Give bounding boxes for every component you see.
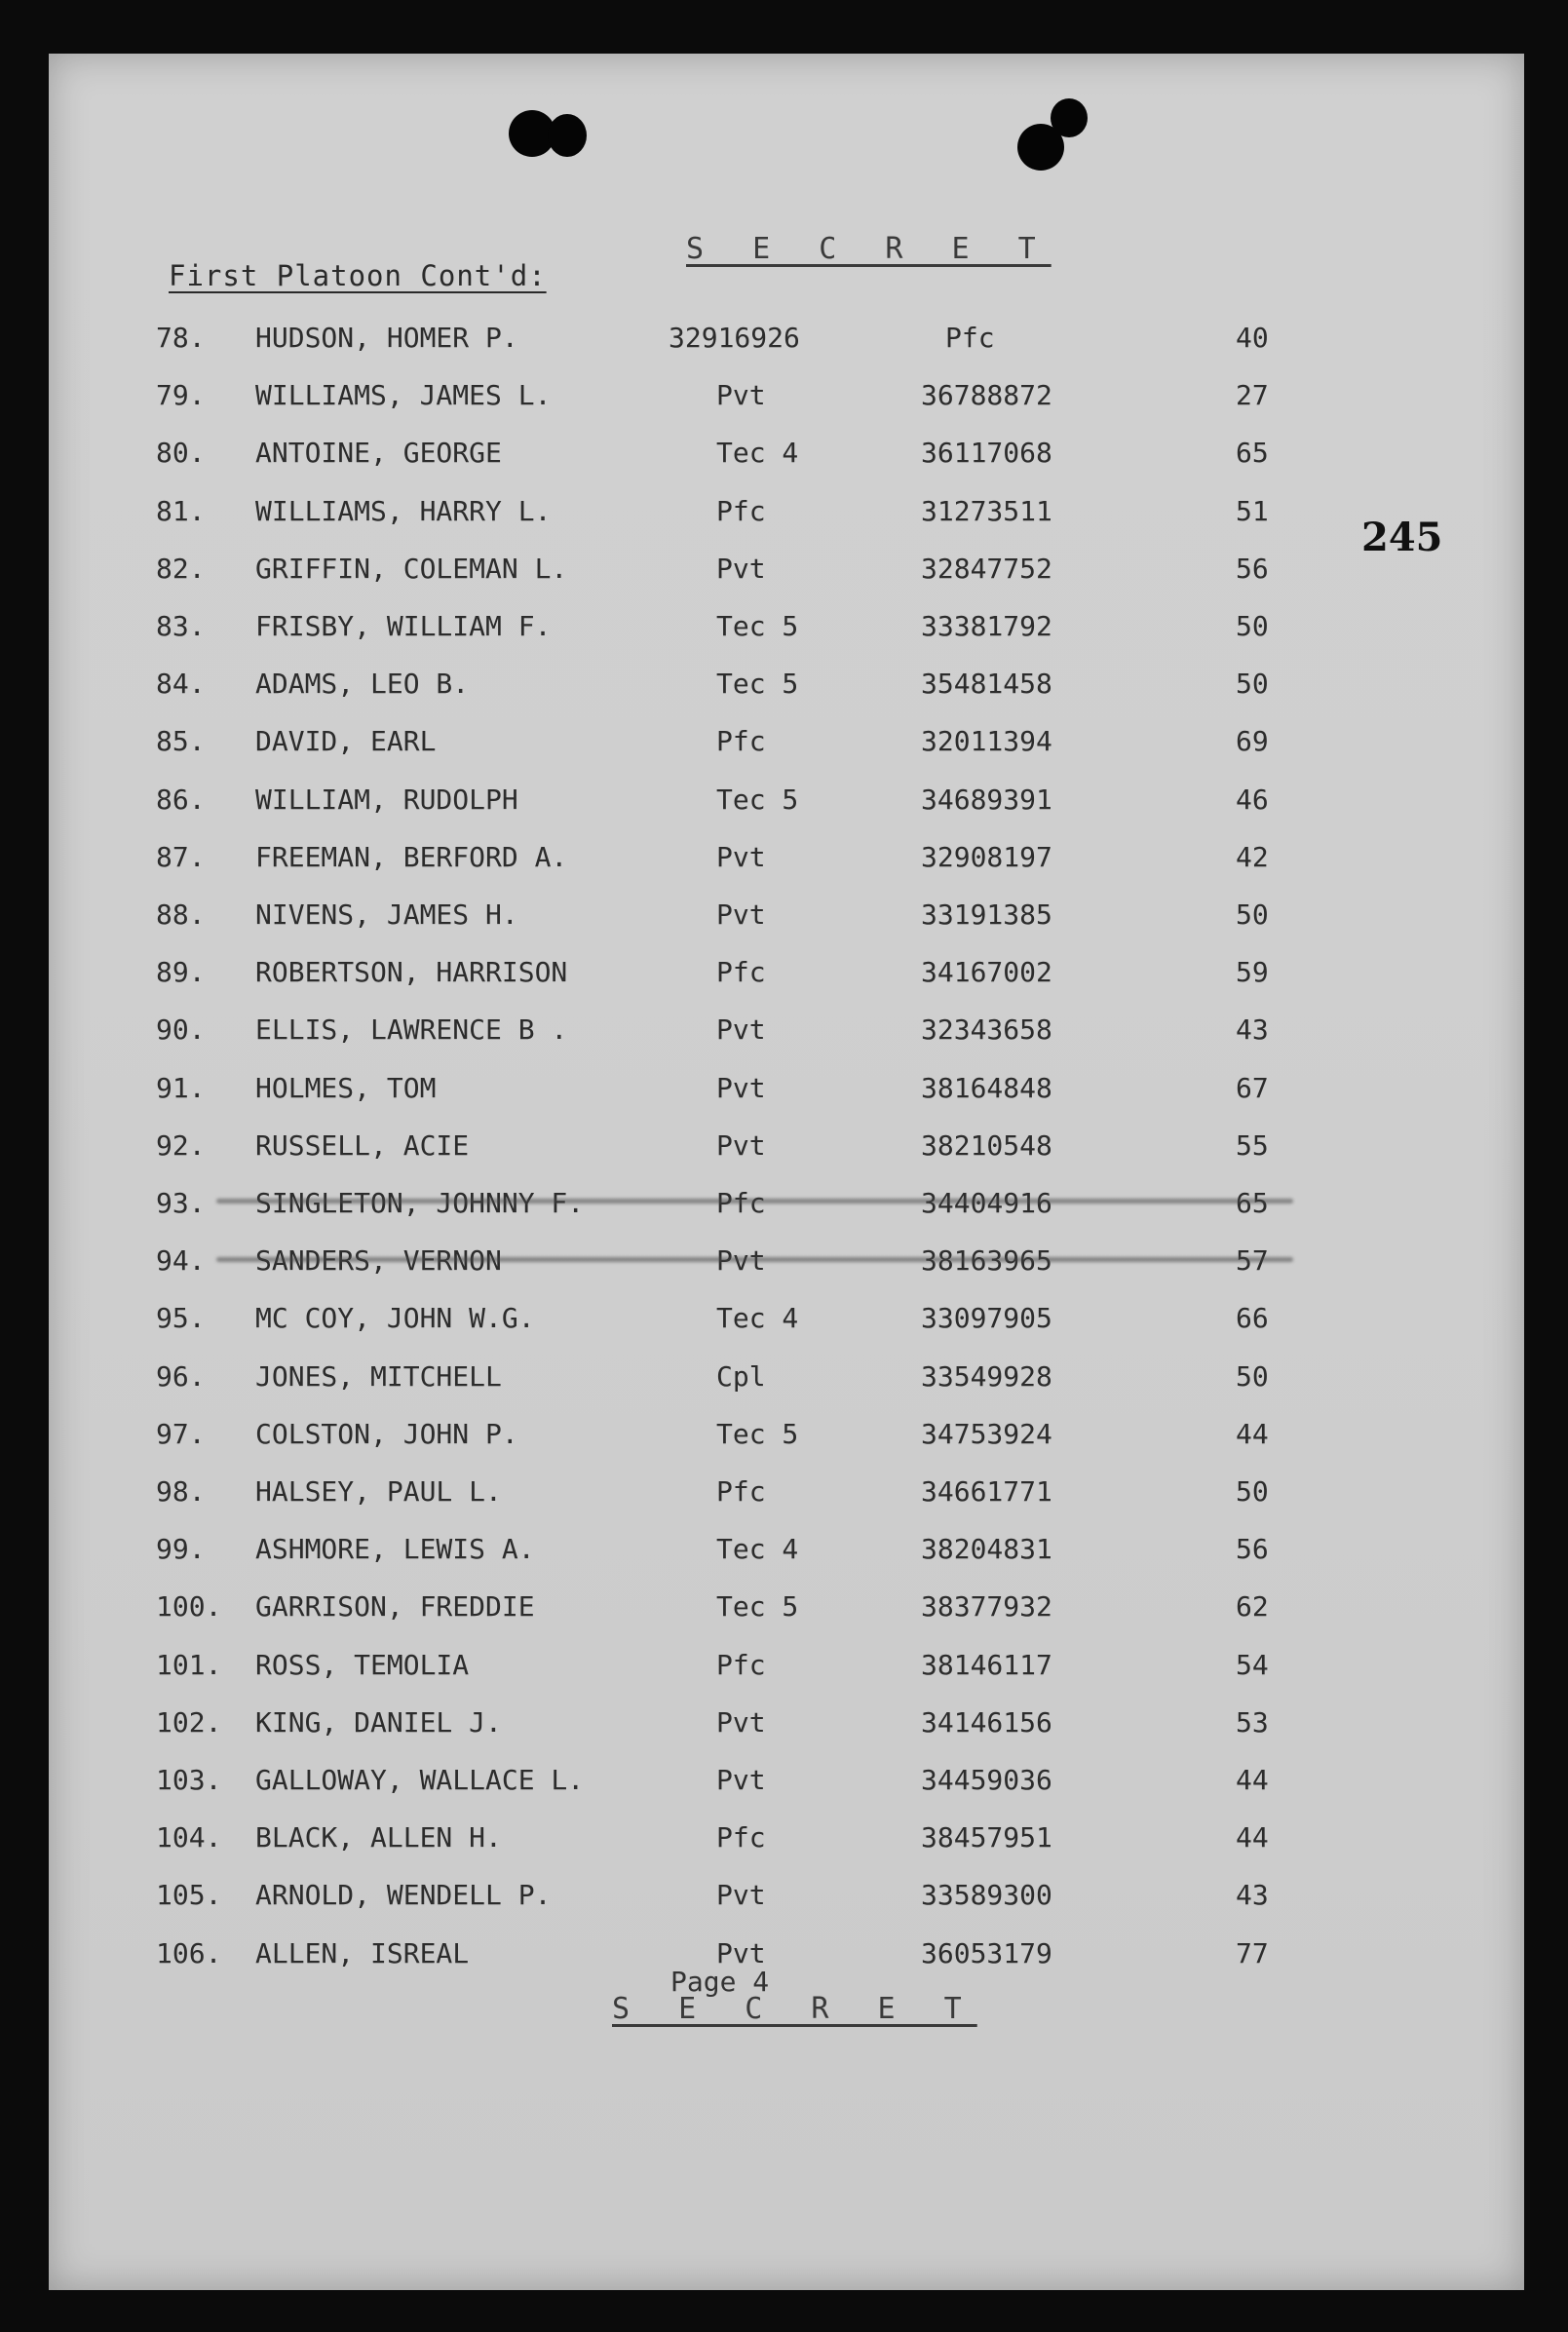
entry-field-b: 32011394 bbox=[921, 725, 1052, 757]
entry-field-a: Pvt bbox=[716, 1072, 766, 1104]
entry-field-b: 34146156 bbox=[921, 1706, 1052, 1739]
entry-score: 77 bbox=[1236, 1937, 1269, 1969]
entry-field-a: Pfc bbox=[716, 495, 766, 527]
entry-score: 66 bbox=[1236, 1302, 1269, 1334]
entry-field-a: Pfc bbox=[716, 1821, 766, 1854]
row-number: 84. bbox=[156, 668, 206, 700]
entry-field-b: 32343658 bbox=[921, 1013, 1052, 1046]
row-number: 94. bbox=[156, 1244, 206, 1277]
entry-field-b: 34167002 bbox=[921, 956, 1052, 988]
punch-hole-left-2 bbox=[548, 114, 587, 157]
row-number: 98. bbox=[156, 1475, 206, 1508]
roster-row bbox=[0, 1187, 1568, 1236]
row-number: 96. bbox=[156, 1360, 206, 1393]
soldier-name: ELLIS, LAWRENCE B . bbox=[255, 1013, 568, 1046]
entry-score: 44 bbox=[1236, 1764, 1269, 1796]
entry-score: 54 bbox=[1236, 1649, 1269, 1681]
entry-score: 51 bbox=[1236, 495, 1269, 527]
entry-field-a: Pfc bbox=[716, 956, 766, 988]
page-number-stamp: 245 bbox=[1361, 515, 1443, 560]
roster-row bbox=[0, 1072, 1568, 1121]
soldier-name: ANTOINE, GEORGE bbox=[255, 437, 502, 469]
entry-field-b: 34459036 bbox=[921, 1764, 1052, 1796]
entry-field-b: 36788872 bbox=[921, 379, 1052, 411]
row-number: 104. bbox=[156, 1821, 222, 1854]
entry-field-b: 38210548 bbox=[921, 1129, 1052, 1162]
entry-field-a: Pvt bbox=[716, 898, 766, 931]
entry-field-a: Pvt bbox=[716, 1129, 766, 1162]
top-secret-stamp: S E C R E T bbox=[686, 232, 1052, 266]
entry-score: 62 bbox=[1236, 1590, 1269, 1623]
row-number: 92. bbox=[156, 1129, 206, 1162]
roster-row bbox=[0, 841, 1568, 890]
row-number: 105. bbox=[156, 1879, 222, 1911]
entry-field-a: Pvt bbox=[716, 1879, 766, 1911]
roster-row bbox=[0, 668, 1568, 716]
entry-field-b: 31273511 bbox=[921, 495, 1052, 527]
row-number: 82. bbox=[156, 553, 206, 585]
entry-score: 50 bbox=[1236, 610, 1269, 642]
entry-field-a: Pvt bbox=[716, 1706, 766, 1739]
row-number: 106. bbox=[156, 1937, 222, 1969]
entry-score: 53 bbox=[1236, 1706, 1269, 1739]
entry-field-a: Cpl bbox=[716, 1360, 766, 1393]
row-number: 86. bbox=[156, 784, 206, 816]
entry-score: 43 bbox=[1236, 1879, 1269, 1911]
soldier-name: HOLMES, TOM bbox=[255, 1072, 437, 1104]
entry-score: 43 bbox=[1236, 1013, 1269, 1046]
soldier-name: FREEMAN, BERFORD A. bbox=[255, 841, 568, 873]
roster-row bbox=[0, 956, 1568, 1005]
roster-row bbox=[0, 322, 1568, 370]
row-number: 78. bbox=[156, 322, 206, 354]
row-number: 93. bbox=[156, 1187, 206, 1219]
roster-row bbox=[0, 725, 1568, 774]
entry-score: 59 bbox=[1236, 956, 1269, 988]
entry-field-b: 33381792 bbox=[921, 610, 1052, 642]
row-number: 81. bbox=[156, 495, 206, 527]
row-number: 91. bbox=[156, 1072, 206, 1104]
entry-field-a: Tec 5 bbox=[716, 1590, 799, 1623]
entry-score: 42 bbox=[1236, 841, 1269, 873]
row-number: 87. bbox=[156, 841, 206, 873]
soldier-name: KING, DANIEL J. bbox=[255, 1706, 502, 1739]
entry-field-a: Pvt bbox=[716, 1937, 766, 1969]
row-number: 83. bbox=[156, 610, 206, 642]
entry-field-b: 35481458 bbox=[921, 668, 1052, 700]
roster-row bbox=[0, 1475, 1568, 1524]
entry-score: 56 bbox=[1236, 1533, 1269, 1565]
roster-row bbox=[0, 1360, 1568, 1409]
entry-field-b: Pfc bbox=[945, 322, 995, 354]
soldier-name: ADAMS, LEO B. bbox=[255, 668, 470, 700]
roster-row bbox=[0, 898, 1568, 947]
row-number: 88. bbox=[156, 898, 206, 931]
row-number: 97. bbox=[156, 1418, 206, 1450]
soldier-name: FRISBY, WILLIAM F. bbox=[255, 610, 552, 642]
entry-field-a: Tec 4 bbox=[716, 437, 799, 469]
entry-field-b: 36053179 bbox=[921, 1937, 1052, 1969]
entry-field-b: 36117068 bbox=[921, 437, 1052, 469]
entry-score: 50 bbox=[1236, 1360, 1269, 1393]
entry-score: 65 bbox=[1236, 437, 1269, 469]
footer-page-label: Page 4 bbox=[670, 1966, 770, 1998]
roster-row bbox=[0, 1244, 1568, 1293]
entry-field-a: Tec 5 bbox=[716, 1418, 799, 1450]
entry-field-b: 33589300 bbox=[921, 1879, 1052, 1911]
entry-field-b: 38377932 bbox=[921, 1590, 1052, 1623]
strike-through-line bbox=[216, 1257, 1293, 1262]
soldier-name: WILLIAMS, JAMES L. bbox=[255, 379, 552, 411]
entry-score: 67 bbox=[1236, 1072, 1269, 1104]
entry-field-b: 38204831 bbox=[921, 1533, 1052, 1565]
row-number: 95. bbox=[156, 1302, 206, 1334]
soldier-name: GARRISON, FREDDIE bbox=[255, 1590, 535, 1623]
entry-score: 56 bbox=[1236, 553, 1269, 585]
row-number: 89. bbox=[156, 956, 206, 988]
row-number: 102. bbox=[156, 1706, 222, 1739]
entry-field-b: 33549928 bbox=[921, 1360, 1052, 1393]
entry-field-a: Tec 5 bbox=[716, 784, 799, 816]
soldier-name: ALLEN, ISREAL bbox=[255, 1937, 470, 1969]
entry-field-a: Pvt bbox=[716, 1764, 766, 1796]
row-number: 85. bbox=[156, 725, 206, 757]
roster-row bbox=[0, 379, 1568, 428]
entry-field-a: Tec 4 bbox=[716, 1302, 799, 1334]
punch-hole-right-2 bbox=[1051, 98, 1088, 137]
entry-field-b: 32908197 bbox=[921, 841, 1052, 873]
entry-field-b: 32847752 bbox=[921, 553, 1052, 585]
row-number: 90. bbox=[156, 1013, 206, 1046]
entry-field-a: Pvt bbox=[716, 841, 766, 873]
soldier-name: ARNOLD, WENDELL P. bbox=[255, 1879, 552, 1911]
roster-row bbox=[0, 437, 1568, 485]
entry-score: 50 bbox=[1236, 1475, 1269, 1508]
section-heading: First Platoon Cont'd: bbox=[169, 259, 547, 292]
roster-row bbox=[0, 1706, 1568, 1755]
entry-score: 50 bbox=[1236, 668, 1269, 700]
entry-field-a: Pfc bbox=[716, 1649, 766, 1681]
entry-field-a: Tec 4 bbox=[716, 1533, 799, 1565]
row-number: 103. bbox=[156, 1764, 222, 1796]
soldier-name: COLSTON, JOHN P. bbox=[255, 1418, 518, 1450]
roster-row bbox=[0, 1649, 1568, 1698]
roster-row bbox=[0, 1013, 1568, 1062]
row-number: 79. bbox=[156, 379, 206, 411]
roster-row bbox=[0, 1418, 1568, 1467]
entry-field-a: Pfc bbox=[716, 1475, 766, 1508]
entry-field-b: 34753924 bbox=[921, 1418, 1052, 1450]
soldier-name: HUDSON, HOMER P. bbox=[255, 322, 518, 354]
soldier-name: GRIFFIN, COLEMAN L. bbox=[255, 553, 568, 585]
strike-through-line bbox=[216, 1199, 1293, 1204]
soldier-name: BLACK, ALLEN H. bbox=[255, 1821, 502, 1854]
row-number: 101. bbox=[156, 1649, 222, 1681]
entry-field-a: Pvt bbox=[716, 1013, 766, 1046]
soldier-name: NIVENS, JAMES H. bbox=[255, 898, 518, 931]
soldier-name: ROSS, TEMOLIA bbox=[255, 1649, 470, 1681]
entry-field-b: 34661771 bbox=[921, 1475, 1052, 1508]
roster-row bbox=[0, 1590, 1568, 1639]
roster-row bbox=[0, 1821, 1568, 1870]
bottom-secret-stamp: S E C R E T bbox=[612, 1992, 977, 2026]
entry-field-a: Pfc bbox=[716, 725, 766, 757]
soldier-name: DAVID, EARL bbox=[255, 725, 437, 757]
entry-field-a: Pvt bbox=[716, 379, 766, 411]
entry-score: 55 bbox=[1236, 1129, 1269, 1162]
roster-row bbox=[0, 495, 1568, 544]
roster-row bbox=[0, 1937, 1568, 1986]
entry-field-b: 38164848 bbox=[921, 1072, 1052, 1104]
entry-field-b: 34689391 bbox=[921, 784, 1052, 816]
soldier-name: GALLOWAY, WALLACE L. bbox=[255, 1764, 585, 1796]
soldier-name: RUSSELL, ACIE bbox=[255, 1129, 470, 1162]
soldier-name: WILLIAM, RUDOLPH bbox=[255, 784, 518, 816]
entry-field-b: 38146117 bbox=[921, 1649, 1052, 1681]
entry-score: 27 bbox=[1236, 379, 1269, 411]
entry-field-b: 38457951 bbox=[921, 1821, 1052, 1854]
entry-field-a: Tec 5 bbox=[716, 668, 799, 700]
roster-row bbox=[0, 1533, 1568, 1582]
row-number: 100. bbox=[156, 1590, 222, 1623]
entry-field-b: 33191385 bbox=[921, 898, 1052, 931]
row-number: 80. bbox=[156, 437, 206, 469]
entry-score: 44 bbox=[1236, 1418, 1269, 1450]
entry-score: 40 bbox=[1236, 322, 1269, 354]
soldier-name: MC COY, JOHN W.G. bbox=[255, 1302, 535, 1334]
entry-score: 69 bbox=[1236, 725, 1269, 757]
roster-row bbox=[0, 610, 1568, 659]
entry-score: 50 bbox=[1236, 898, 1269, 931]
entry-field-a: 32916926 bbox=[669, 322, 800, 354]
soldier-name: JONES, MITCHELL bbox=[255, 1360, 502, 1393]
roster-row bbox=[0, 1879, 1568, 1928]
roster-row bbox=[0, 1302, 1568, 1351]
roster-row bbox=[0, 553, 1568, 601]
entry-field-a: Tec 5 bbox=[716, 610, 799, 642]
row-number: 99. bbox=[156, 1533, 206, 1565]
soldier-name: ROBERTSON, HARRISON bbox=[255, 956, 568, 988]
roster-row bbox=[0, 1764, 1568, 1813]
roster-row bbox=[0, 1129, 1568, 1178]
soldier-name: ASHMORE, LEWIS A. bbox=[255, 1533, 535, 1565]
soldier-name: WILLIAMS, HARRY L. bbox=[255, 495, 552, 527]
entry-field-b: 33097905 bbox=[921, 1302, 1052, 1334]
entry-score: 46 bbox=[1236, 784, 1269, 816]
soldier-name: HALSEY, PAUL L. bbox=[255, 1475, 502, 1508]
entry-field-a: Pvt bbox=[716, 553, 766, 585]
entry-score: 44 bbox=[1236, 1821, 1269, 1854]
roster-row bbox=[0, 784, 1568, 832]
